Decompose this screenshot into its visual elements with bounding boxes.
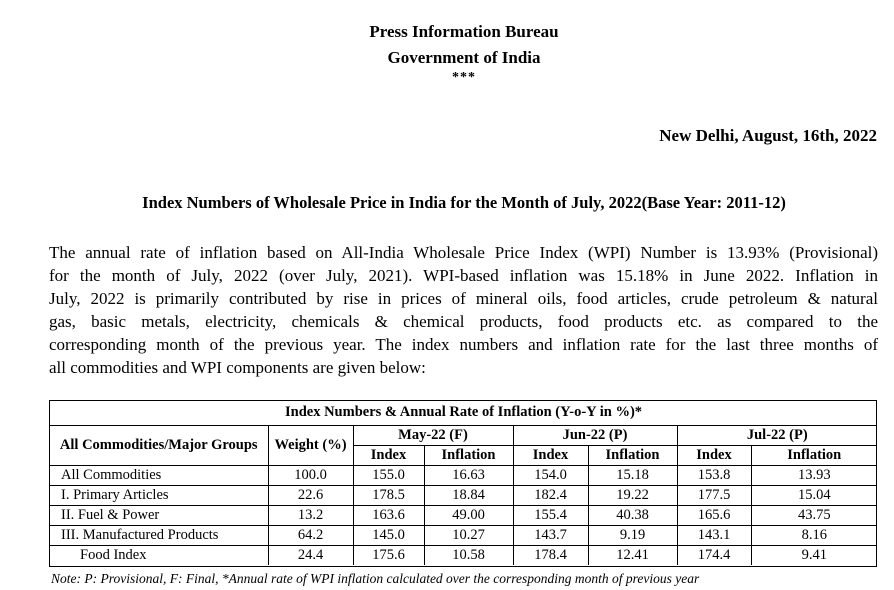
subheader-index: Index <box>513 445 588 465</box>
cell-index: 163.6 <box>353 505 424 525</box>
subheader-inflation: Inflation <box>751 445 877 465</box>
cell-inflation: 43.75 <box>751 505 877 525</box>
cell-inflation: 15.18 <box>588 465 677 485</box>
cell-index: 177.5 <box>677 485 751 505</box>
cell-inflation: 18.84 <box>424 485 513 505</box>
cell-weight: 100.0 <box>268 465 353 485</box>
table-note: Note: P: Provisional, F: Final, *Annual rate of WPI inflation calculated over the corresponding month of previous year <box>51 571 700 586</box>
subheader-inflation: Inflation <box>424 445 513 465</box>
paragraph-line: corresponding month of the previous year. The index numbers and inflation rate for the last three months of <box>49 335 878 354</box>
cell-inflation: 9.19 <box>588 525 677 545</box>
table-row <box>50 465 877 485</box>
cell-inflation: 8.16 <box>751 525 877 545</box>
table-row <box>50 485 877 505</box>
cell-inflation: 16.63 <box>424 465 513 485</box>
table-row <box>50 545 877 565</box>
cell-index: 178.5 <box>353 485 424 505</box>
paragraph-line: gas, basic metals, electricity, chemicals & chemical products, food products etc. as compared to the <box>49 312 878 331</box>
wpi-table <box>50 401 877 565</box>
cell-index: 175.6 <box>353 545 424 565</box>
row-label: All Commodities <box>50 465 268 485</box>
cell-index: 174.4 <box>677 545 751 565</box>
column-header-jun: Jun-22 (P) <box>513 425 677 445</box>
paragraph-line: July, 2022 is primarily contributed by rise in prices of mineral oils, food articles, crude petroleum & natural <box>49 289 878 308</box>
cell-index: 182.4 <box>513 485 588 505</box>
cell-inflation: 13.93 <box>751 465 877 485</box>
document-title: Index Numbers of Wholesale Price in India for the Month of July, 2022(Base Year: 2011-12) <box>142 193 786 212</box>
paragraph-line: The annual rate of inflation based on All-India Wholesale Price Index (WPI) Number is 13.93% (Provisional) <box>49 243 878 262</box>
cell-inflation: 19.22 <box>588 485 677 505</box>
cell-inflation: 10.27 <box>424 525 513 545</box>
cell-index: 178.4 <box>513 545 588 565</box>
header-stars: *** <box>452 70 476 85</box>
cell-inflation: 49.00 <box>424 505 513 525</box>
paragraph-line: all commodities and WPI components are given below: <box>49 358 426 377</box>
table-caption: Index Numbers & Annual Rate of Inflation (Y-o-Y in %)* <box>285 404 643 421</box>
cell-weight: 24.4 <box>268 545 353 565</box>
paragraph-line: for the month of July, 2022 (over July, 2021). WPI-based inflation was 15.18% in June 2022. Inflation in <box>49 266 878 285</box>
column-header-jul: Jul-22 (P) <box>677 425 877 445</box>
cell-inflation: 15.04 <box>751 485 877 505</box>
row-label: I. Primary Articles <box>50 485 268 505</box>
dateline: New Delhi, August, 16th, 2022 <box>659 126 877 145</box>
row-label: Food Index <box>50 545 268 565</box>
cell-index: 143.7 <box>513 525 588 545</box>
cell-weight: 13.2 <box>268 505 353 525</box>
subheader-index: Index <box>677 445 751 465</box>
cell-weight: 64.2 <box>268 525 353 545</box>
column-header-may: May-22 (F) <box>353 425 513 445</box>
cell-index: 143.1 <box>677 525 751 545</box>
cell-weight: 22.6 <box>268 485 353 505</box>
row-label: III. Manufactured Products <box>50 525 268 545</box>
cell-inflation: 40.38 <box>588 505 677 525</box>
intro-paragraph <box>49 241 878 379</box>
cell-inflation: 12.41 <box>588 545 677 565</box>
cell-index: 145.0 <box>353 525 424 545</box>
cell-index: 155.0 <box>353 465 424 485</box>
cell-index: 155.4 <box>513 505 588 525</box>
column-header-weight: Weight (%) <box>268 425 353 465</box>
cell-inflation: 10.58 <box>424 545 513 565</box>
subheader-inflation: Inflation <box>588 445 677 465</box>
row-label: II. Fuel & Power <box>50 505 268 525</box>
government-name: Government of India <box>387 48 541 67</box>
cell-index: 153.8 <box>677 465 751 485</box>
subheader-index: Index <box>353 445 424 465</box>
table-row <box>50 505 877 525</box>
cell-index: 165.6 <box>677 505 751 525</box>
column-header-groups: All Commodities/Major Groups <box>50 425 268 465</box>
org-name: Press Information Bureau <box>369 22 559 41</box>
cell-inflation: 9.41 <box>751 545 877 565</box>
cell-index: 154.0 <box>513 465 588 485</box>
table-row <box>50 525 877 545</box>
